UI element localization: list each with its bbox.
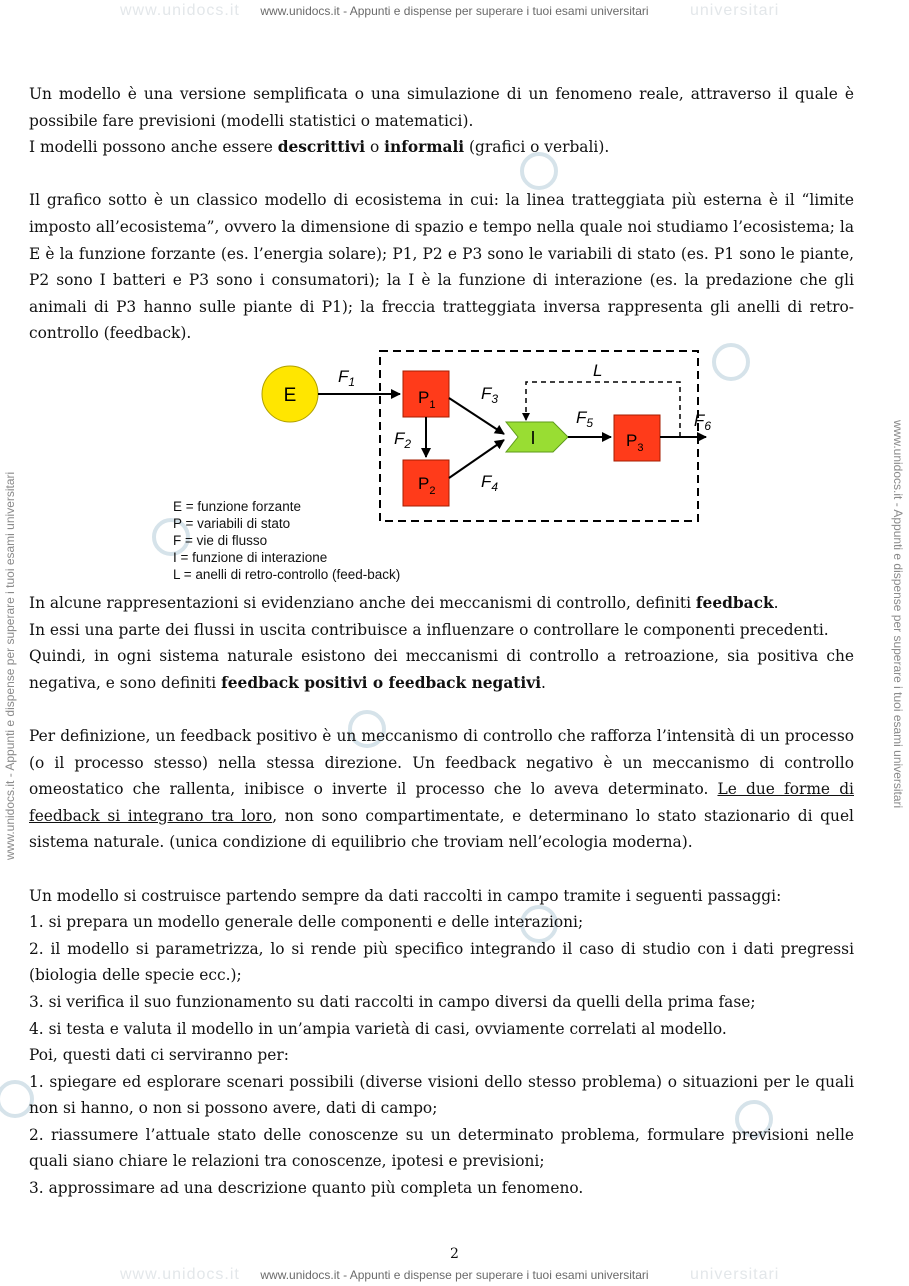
legend-item: P = variabili di stato — [173, 516, 291, 531]
feedback-loop-label: L — [593, 361, 603, 380]
text-run: In alcune rappresentazioni si evidenziano anche dei meccanismi di controllo, definiti — [29, 594, 696, 612]
list-item: 2. il modello si parametrizza, lo si rende più specifico integrando il caso di studio con i dati pregressi (biologia delle specie ecc.); — [29, 939, 854, 985]
node-i-label: I — [530, 428, 536, 448]
node-p1-label: $P_1$ — [418, 388, 436, 411]
text-run: Quindi, in ogni sistema naturale esistono dei meccanismi di controllo a retroazione, sia positiva che negativa, e sono definiti — [29, 647, 854, 692]
legend-item: E = funzione forzante — [173, 499, 301, 514]
diagram-canvas — [168, 348, 711, 498]
watermark-faint-left-bottom: www.unidocs.it — [120, 1266, 240, 1283]
watermark-faint-right: universitari — [690, 2, 780, 19]
list-item: 4. si testa e valuta il modello in un’ampia varietà di casi, ovviamente correlati al modello. — [29, 1019, 727, 1038]
paragraph-model-definition: Un modello è una versione semplificata o una simulazione di un fenomeno reale, attraverso il quale è possibile fare previsioni (modelli statistici o matematici). — [29, 85, 854, 130]
flow-f1-label: $F_1$ — [338, 367, 356, 389]
text-run: . — [541, 673, 546, 692]
flow-f3-label: $F_3$ — [481, 384, 499, 406]
legend-item: I = funzione di interazione — [173, 550, 328, 565]
list-item: 1. spiegare ed esplorare scenari possibili (diverse visioni dello stesso problema) o situazioni per le quali non si hanno, o non si possono avere, dati di campo; — [29, 1072, 854, 1118]
watermark-logo-icon — [712, 343, 750, 381]
node-e-label: E — [283, 385, 297, 406]
flow-f4-arrow — [449, 440, 504, 478]
legend-item: F = vie di flusso — [173, 533, 268, 548]
text-run: , non sono compartimentate, e determinano lo stato stazionario di quel sistema naturale. (unica condizione di equilibrio che troviam nell’ecologia moderna). — [29, 806, 854, 852]
legend-item: L = anelli di retro-controllo (feed-back) — [173, 567, 401, 582]
text-run: Per definizione, un feedback positivo è un meccanismo di controllo che rafforza l’intensità di un processo (o il processo stesso) nella stessa direzione. Un feedback negativo è un meccanismo di controllo omeostatico che rallenta, inibisce o inverte il processo che lo aveva determinato. — [29, 726, 854, 799]
node-p2-label: $P_2$ — [418, 474, 436, 497]
intro-section — [29, 81, 854, 347]
bold-term: descrittivi — [277, 138, 366, 157]
watermark-footer: www.unidocs.it - Appunti e dispense per superare i tuoi esami universitari — [260, 1268, 649, 1282]
watermark-side-right: www.unidocs.it - Appunti e dispense per superare i tuoi esami universitari — [891, 420, 905, 809]
watermark-faint-left: www.unidocs.it — [120, 2, 240, 19]
paragraph-model-types — [29, 134, 854, 161]
flow-f5-label: $F_5$ — [576, 408, 594, 430]
diagram-legend — [173, 498, 400, 583]
bold-term: informali — [384, 138, 465, 157]
ecosystem-model-diagram — [168, 348, 711, 588]
bold-term: feedback positivi — [221, 673, 368, 692]
watermark-header: www.unidocs.it - Appunti e dispense per superare i tuoi esami universitari — [260, 4, 649, 18]
list-item: 2. riassumere l’attuale stato delle conoscenze su un determinato problema, formulare previsioni nelle quali siano chiare le relazioni tra conoscenze, ipotesi e previsioni; — [29, 1125, 854, 1171]
text-run: (grafici o verbali). — [464, 138, 610, 157]
bold-term: feedback negativi — [388, 673, 542, 692]
bold-term: feedback — [695, 594, 774, 612]
flow-f2-label: $F_2$ — [394, 429, 412, 451]
paragraph-feedback-intro — [29, 590, 854, 617]
underlined-text: Le due forme di feedback si integrano tra loro — [29, 780, 854, 825]
bold-term: o — [367, 673, 389, 692]
paragraph-model-building-intro: Un modello si costruisce partendo sempre da dati raccolti in campo tramite i seguenti passaggi: — [29, 886, 782, 905]
flow-f4-label: $F_4$ — [481, 472, 499, 494]
interaction-function-node — [506, 422, 568, 452]
paragraph-feedback-types — [29, 643, 854, 696]
paragraph-feedback-definition — [29, 723, 854, 856]
page-number: 2 — [450, 1246, 459, 1262]
watermark-faint-right-bottom: universitari — [690, 1266, 780, 1283]
node-p3-label: $P_3$ — [626, 431, 644, 454]
text-run: . — [773, 594, 779, 612]
text-run: o — [365, 138, 385, 157]
list-item: 1. si prepara un modello generale delle componenti e delle interazioni; — [29, 913, 584, 932]
paragraph-uses-intro: Poi, questi dati ci serviranno per: — [29, 1046, 289, 1065]
feedback-section — [29, 590, 854, 1202]
flow-f6-label: $F_6$ — [693, 411, 711, 433]
watermark-side-left: www.unidocs.it - Appunti e dispense per superare i tuoi esami universitari — [3, 471, 17, 860]
paragraph-feedback-flows: In essi una parte dei flussi in uscita contribuisce a influenzare o controllare le componenti precedenti. — [29, 620, 829, 639]
text-run: I modelli possono anche essere — [29, 138, 278, 157]
list-item: 3. approssimare ad una descrizione quanto più completa un fenomeno. — [29, 1179, 584, 1198]
paragraph-diagram-description: Il grafico sotto è un classico modello di ecosistema in cui: la linea tratteggiata più esterna è il “limite imposto all’ecosistema”, ovvero la dimensione di spazio e tempo nella quale noi studiamo l’ecosistema; la E è la funzione forzante (es. l’energia solare); P1, P2 e P3 sono le variabili di stato (es. P1 sono le piante, P2 sono I batteri e P3 sono i consumatori); la I è la funzione di interazione (es. la predazione che gli animali di P3 hanno sulle piante di P1); la freccia tratteggiata inversa rappresenta gli anelli di retro-controllo (feedback). — [29, 191, 854, 343]
list-item: 3. si verifica il suo funzionamento su dati raccolti in campo diversi da quelli della prima fase; — [29, 992, 756, 1011]
